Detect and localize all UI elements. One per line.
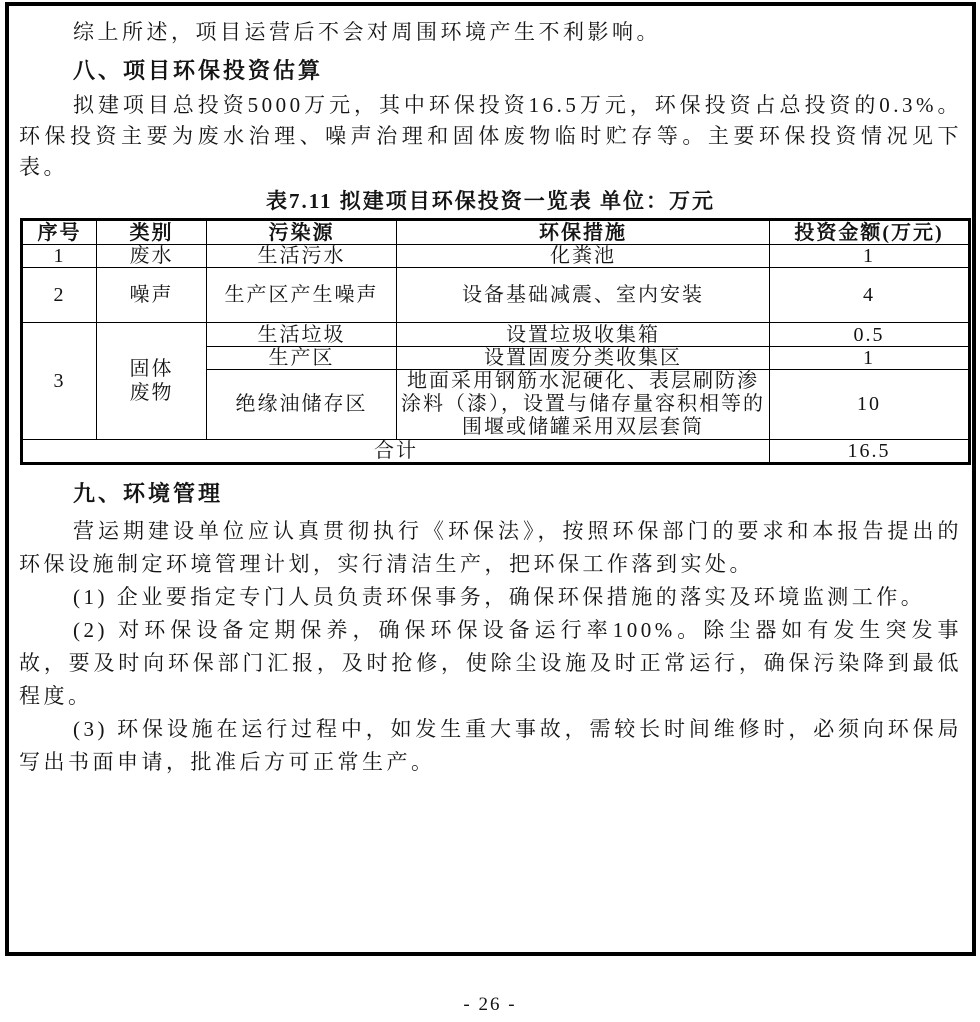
cell-row1-measure: 化粪池 [397,245,770,268]
header-category: 类别 [97,220,207,245]
header-pollution-source: 污染源 [207,220,397,245]
table-row-total [22,440,970,464]
cell-row3-sub1-measure: 设置垃圾收集箱 [397,323,770,347]
solid-waste-label: 固体废物 [129,358,174,404]
cell-row1-source: 生活污水 [207,245,397,268]
cell-row1-no: 1 [22,245,97,268]
header-serial-number: 序号 [22,220,97,245]
table-row-noise [22,268,970,323]
section-9-paragraph-4: (3) 环保设施在运行过程中，如发生重大事故，需较长时间维修时，必须向环保局写出书面申请，批准后方可正常生产。 [19,717,962,774]
cell-row2-measure: 设备基础减震、室内安装 [397,268,770,323]
section-9-paragraph-2: (1) 企业要指定专门人员负责环保事务，确保环保措施的落实及环境监测工作。 [73,585,926,609]
cell-row2-amount: 4 [770,268,970,323]
cell-row3-sub3-measure: 地面采用钢筋水泥硬化、表层刷防渗涂料（漆），设置与储存量容积相等的围堰或储罐采用双层套筒 [397,370,770,440]
cell-row3-category [97,323,207,440]
table-row-solid-waste-domestic [22,323,970,347]
table-header-row [22,220,970,245]
page-number: - 26 - [463,994,517,1015]
cell-row2-no: 2 [22,268,97,323]
header-protection-measure: 环保措施 [397,220,770,245]
header-investment-amount: 投资金额(万元) [770,220,970,245]
section-8-heading: 八、项目环保投资估算 [73,58,324,83]
cell-row1-amount: 1 [770,245,970,268]
cell-row3-sub1-amount: 0.5 [770,323,970,347]
cell-row3-no: 3 [22,323,97,440]
section-9-heading: 九、环境管理 [73,481,224,506]
table-7-11-title: 表7.11 拟建项目环保投资一览表 单位：万元 [265,189,716,213]
cell-row3-sub1-source: 生活垃圾 [207,323,397,347]
table-row-wastewater [22,245,970,268]
cell-total-label: 合计 [22,440,770,464]
conclusion-paragraph: 综上所述，项目运营后不会对周围环境产生不利影响。 [73,20,661,44]
cell-row1-category: 废水 [97,245,207,268]
cell-row3-sub2-measure: 设置固废分类收集区 [397,347,770,370]
cell-row3-sub2-source: 生产区 [207,347,397,370]
section-8-paragraph: 拟建项目总投资5000万元，其中环保投资16.5万元，环保投资占总投资的0.3%。环保投资主要为废水治理、噪声治理和固体废物临时贮存等。主要环保投资情况见下表。 [19,93,962,179]
cell-total-amount: 16.5 [770,440,970,464]
cell-row3-sub2-amount: 1 [770,347,970,370]
cell-row2-category: 噪声 [97,268,207,323]
cell-row3-sub3-source: 绝缘油储存区 [207,370,397,440]
section-9-paragraph-1: 营运期建设单位应认真贯彻执行《环保法》，按照环保部门的要求和本报告提出的环保设施制定环境管理计划，实行清洁生产，把环保工作落到实处。 [19,519,962,576]
environmental-investment-table [20,218,971,465]
cell-row3-sub3-amount: 10 [770,370,970,440]
document-content-frame [5,2,976,956]
cell-row2-source: 生产区产生噪声 [207,268,397,323]
section-9-paragraph-3: (2) 对环保设备定期保养，确保环保设备运行率100%。除尘器如有发生突发事故，要及时向环保部门汇报，及时抢修，使除尘设施及时正常运行，确保污染降到最低程度。 [19,618,962,708]
